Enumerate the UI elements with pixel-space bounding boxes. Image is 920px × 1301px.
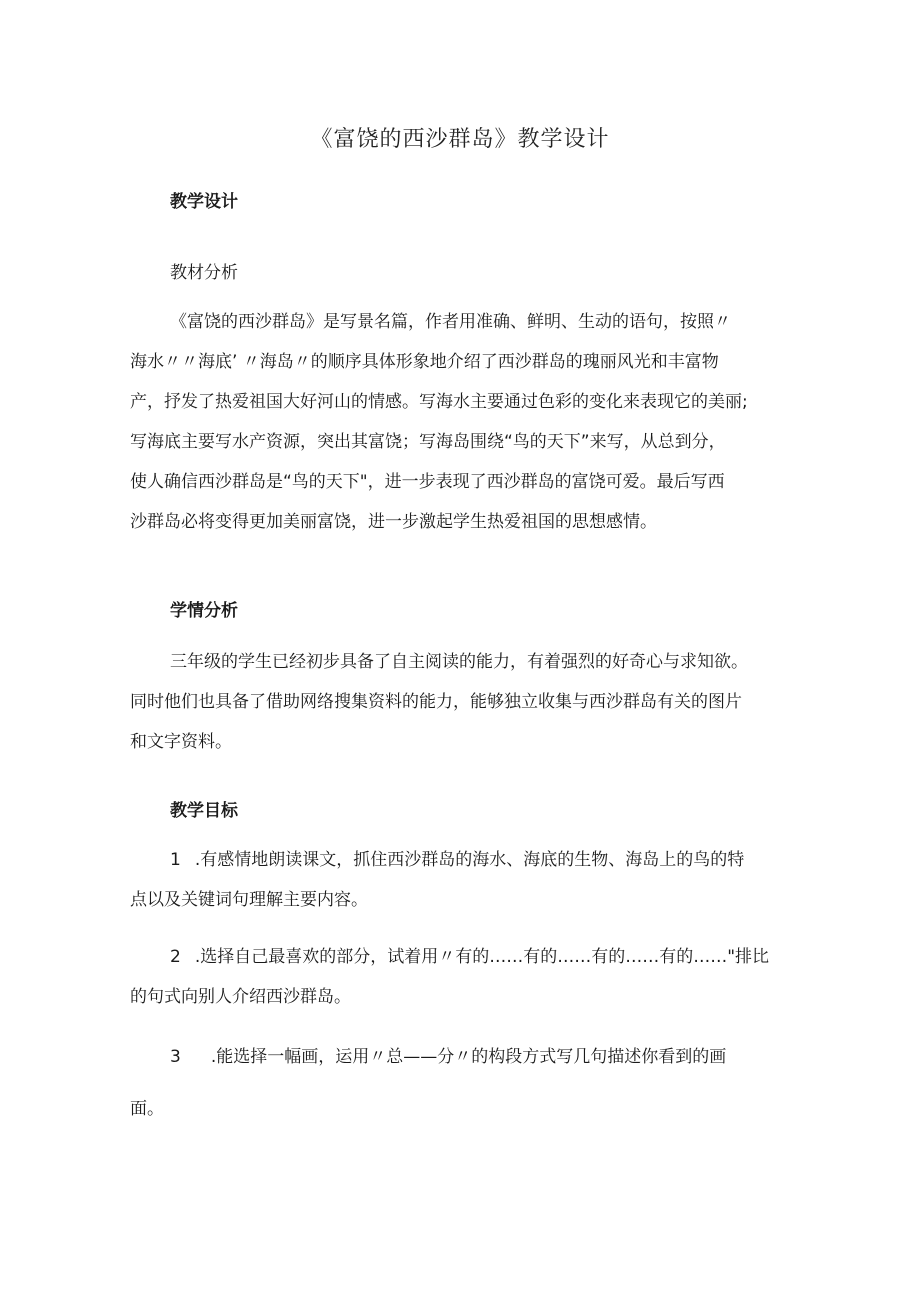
- goal-item-1: [130, 840, 810, 920]
- material-analysis-paragraph: [130, 302, 810, 542]
- section-heading-teaching-design: 教学设计: [170, 192, 238, 212]
- goal-text-continued: 点以及关键词句理解主要内容。: [130, 890, 368, 910]
- goal-text: .选择自己最喜欢的部分，试着用〃有的……有的……有的……有的……"排比: [194, 947, 770, 967]
- paragraph-line: 海水〃〃海底’ 〃海岛〃的顺序具体形象地介绍了西沙群岛的瑰丽风光和丰富物: [130, 352, 719, 372]
- paragraph-line: 同时他们也具备了借助网络搜集资料的能力，能够独立收集与西沙群岛有关的图片: [130, 692, 742, 712]
- paragraph-line: 《富饶的西沙群岛》是写景名篇，作者用准确、鲜明、生动的语句，按照〃: [170, 312, 731, 332]
- paragraph-line: 使人确信西沙群岛是“鸟的天下"，进一步表现了西沙群岛的富饶可爱。最后写西: [130, 472, 725, 492]
- paragraph-line: 产，抒发了热爱祖国大好河山的情感。写海水主要通过色彩的变化来表现它的美丽;: [130, 392, 748, 412]
- goal-text-continued: 的句式向别人介绍西沙群岛。: [130, 987, 351, 1007]
- goal-text-continued: 面。: [130, 1099, 164, 1119]
- goal-item-3: [130, 1037, 810, 1129]
- goal-text: .有感情地朗读课文，抓住西沙群岛的海水、海底的生物、海岛上的鸟的特: [194, 850, 745, 870]
- goal-item-2: [130, 937, 810, 1017]
- paragraph-line: 和文字资料。: [130, 732, 232, 752]
- goal-text: .能选择一幅画，运用〃总——分〃的构段方式写几句描述你看到的画: [210, 1047, 727, 1067]
- heading-teaching-goals: 教学目标: [170, 801, 238, 821]
- student-analysis-paragraph: [130, 642, 810, 762]
- paragraph-line: 三年级的学生已经初步具备了自主阅读的能力，有着强烈的好奇心与求知欲。: [170, 652, 748, 672]
- heading-material-analysis: 教材分析: [170, 263, 238, 283]
- goal-number: 1: [170, 850, 181, 870]
- document-title: 《富饶的西沙群岛》教学设计: [310, 127, 610, 152]
- heading-student-analysis: 学情分析: [170, 601, 238, 621]
- goal-number: 2: [170, 947, 181, 967]
- paragraph-line: 写海底主要写水产资源，突出其富饶；写海岛围绕“鸟的天下”来写，从总到分，: [130, 432, 726, 452]
- goal-number: 3: [170, 1047, 181, 1067]
- paragraph-line: 沙群岛必将变得更加美丽富饶，进一步激起学生热爱祖国的思想感情。: [130, 512, 657, 532]
